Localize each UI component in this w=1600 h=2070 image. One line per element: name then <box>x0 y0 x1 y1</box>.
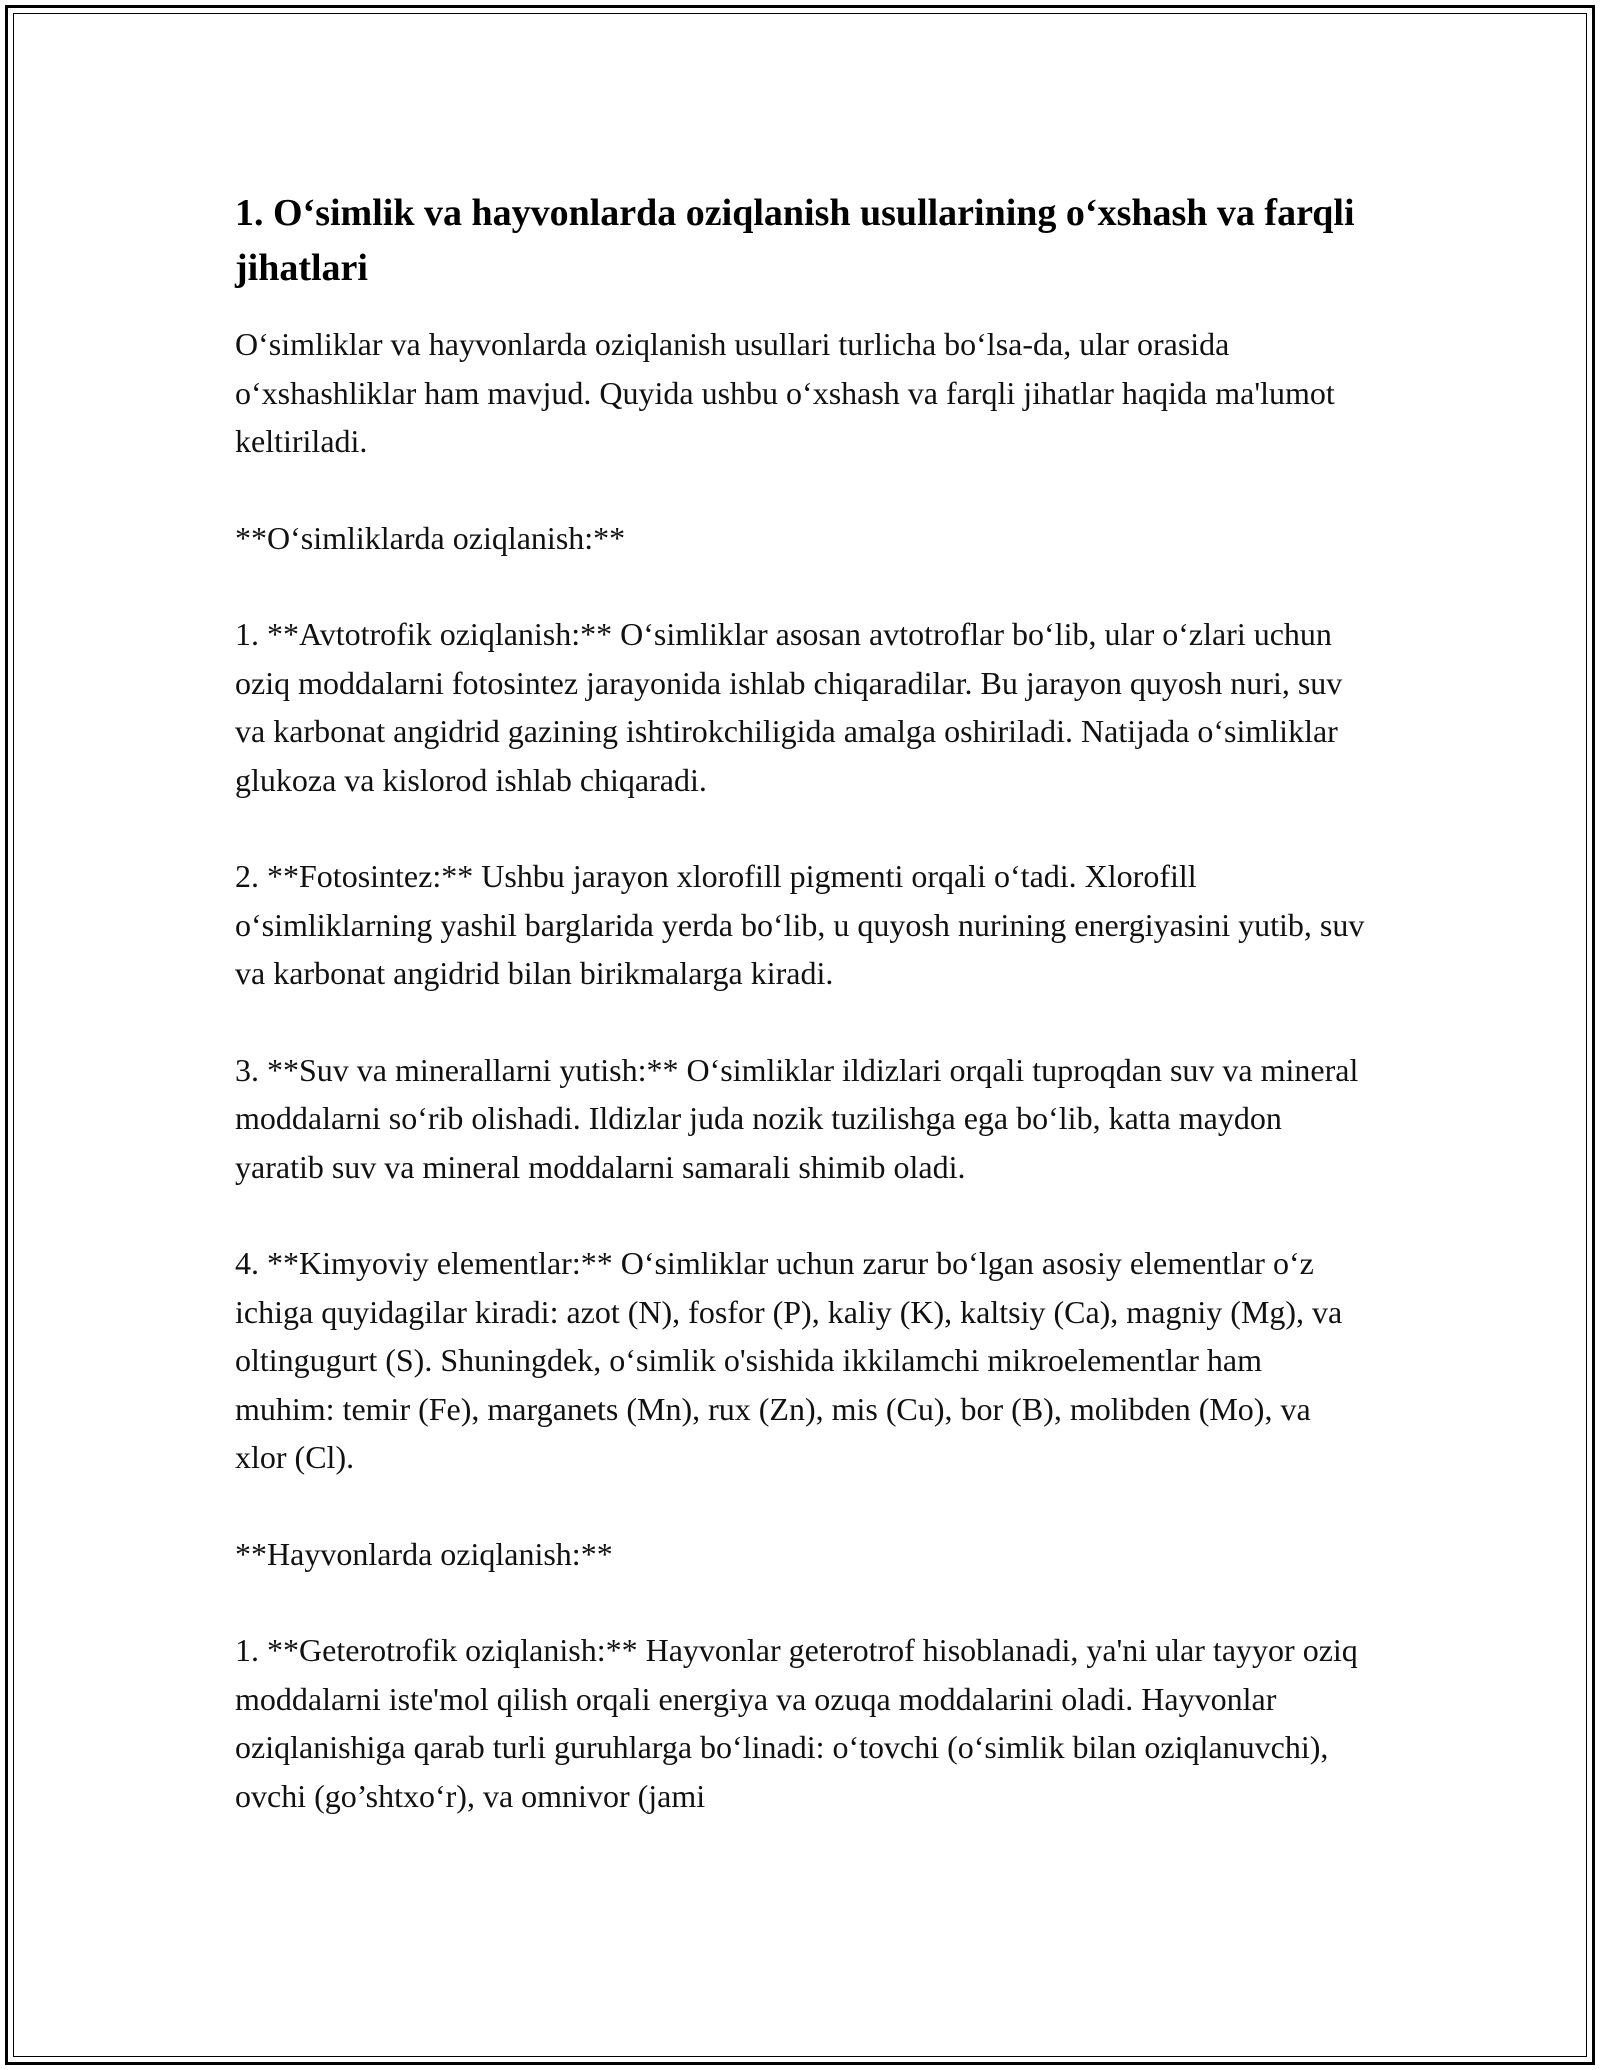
list-item-photosynthesis: 2. **Fotosintez:** Ushbu jarayon xlorofill pigmenti orqali o‘tadi. Xlorofill o‘simliklarning yashil barglarida yerda bo‘lib, u quyosh nurining energiyasini yutib, suv va karbonat angidrid bilan birikmalarga kiradi. <box>235 858 1365 991</box>
section-heading-plants: **O‘simliklarda oziqlanish:** <box>235 519 626 556</box>
section-heading-animals: **Hayvonlarda oziqlanish:** <box>235 1535 613 1572</box>
list-item-heterotrophic: 1. **Geterotrofik oziqlanish:** Hayvonlar geterotrof hisoblanadi, ya'ni ular tayyor oziq moddalarni iste'mol qilish orqali energiya va ozuqa moddalarini oladi. Hayvonlar oziqlanishiga qarab turli guruhlarga bo‘linadi: o‘tovchi (o‘simlik bilan oziqlanuvchi), ovchi (go’shtxo‘r), va omnivor (jami <box>235 1632 1358 1814</box>
list-item-autotrophic: 1. **Avtotrofik oziqlanish:** O‘simliklar asosan avtotroflar bo‘lib, ular o‘zlari uchun oziq moddalarni fotosintez jarayonida ishlab chiqaradilar. Bu jarayon quyosh nuri, suv va karbonat angidrid gazining ishtirokchiligida amalga oshiriladi. Natijada o‘simliklar glukoza va kislorod ishlab chiqaradi. <box>235 616 1343 798</box>
intro-paragraph: O‘simliklar va hayvonlarda oziqlanish usullari turlicha bo‘lsa-da, ular orasida o‘xshashliklar ham mavjud. Quyida ushbu o‘xshash va farqli jihatlar haqida ma'lumot keltiriladi. <box>235 326 1335 459</box>
document-title: 1. O‘simlik va hayvonlarda oziqlanish usullarining o‘xshash va farqli jihatlari <box>235 192 1355 289</box>
list-item-water-minerals: 3. **Suv va minerallarni yutish:** O‘simliklar ildizlari orqali tuproqdan suv va mineral moddalarni so‘rib olishadi. Ildizlar juda nozik tuzilishga ega bo‘lib, katta maydon yaratib suv va mineral moddalarni samarali shimib oladi. <box>235 1051 1359 1185</box>
document-body <box>235 186 1365 1868</box>
list-item-chemical-elements: 4. **Kimyoviy elementlar:** O‘simliklar uchun zarur bo‘lgan asosiy elementlar o‘z ichiga quyidagilar kiradi: azot (N), fosfor (P), kaliy (K), kaltsiy (Ca), magniy (Mg), va oltingugurt (S). Shuningdek, o‘simlik o'sishida ikkilamchi mikroelementlar ham muhim: temir (Fe), marganets (Mn), rux (Zn), mis (Cu), bor (B), molibden (Mo), va xlor (Cl). <box>235 1245 1343 1475</box>
